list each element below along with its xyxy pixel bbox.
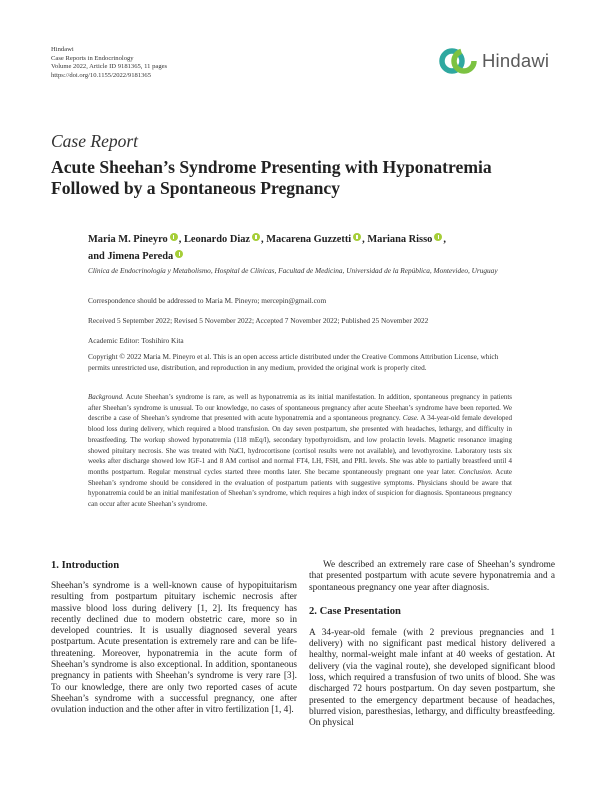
article-type: Case Report <box>51 131 139 151</box>
doi-link[interactable]: https://doi.org/10.1155/2022/9181365 <box>51 71 152 79</box>
article-title: Acute Sheehan’s Syndrome Presenting with Hyponatremia Followed by a Spontaneous Pregnancy <box>51 157 492 198</box>
abstract-label: Conclusion. <box>458 467 493 476</box>
author-name[interactable]: Mariana Risso <box>367 234 433 245</box>
left-column <box>51 560 297 717</box>
orcid-icon[interactable] <box>353 233 361 241</box>
body-paragraph: We described an extremely rare case of Sheehan’s syndrome that presented postpartum with acute severe hyponatremia and a spontaneous pregnancy one year after diagnosis. <box>309 560 555 593</box>
author-name[interactable]: Macarena Guzzetti <box>266 234 352 245</box>
hindawi-logo <box>438 45 549 77</box>
correspondence: Correspondence should be addressed to Maria M. Pineyro; mercepin@gmail.com <box>88 296 327 305</box>
section-heading: 2. Case Presentation <box>309 605 401 617</box>
body-paragraph: A 34-year-old female (with 2 previous pregnancies and 1 delivery) with no significant past medical history delivered a healthy, normal-weight male infant at 40 weeks of gestation. At delivery (via the vaginal route), she developed significant blood loss, which required a transfusion of two units of blood. She was discharged 72 hours postpartum. On day seven postpartum, she presented to the emergency department because of headaches, blurred vision, paresthesias, lethargy, and difficulty breastfeeding. On physical <box>309 627 555 729</box>
author-name[interactable]: Maria M. Pineyro <box>88 234 168 245</box>
journal-header <box>51 46 167 80</box>
hindawi-rings-icon <box>438 45 478 77</box>
logo-text: Hindawi <box>482 50 550 71</box>
abstract-text: Acute Sheehan’s syndrome should be considered in the evaluation of postpartum patients with suggestive symptoms. Physicians should be aware that hyponatremia could be an initial manifestation of Sheehan’s syndrome, which requires a high index of suspicion for diagnosis. Spontaneous pregnancy can occur after acute Sheehan’s syndrome. <box>88 467 513 509</box>
section-heading: 1. Introduction <box>51 560 120 571</box>
author-list: Maria M. Pineyro , Leonardo Diaz , Macarena Guzzetti , Mariana Risso , and Jimena Pereda <box>88 234 446 262</box>
abstract-label: Background. <box>88 393 124 401</box>
journal-name: Case Reports in Endocrinology <box>51 54 134 62</box>
abstract-text: A 34-year-old female developed blood loss during delivery, which required a blood transfusion. On day seven postpartum, she presented with headaches, lethargy, and difficulty in breastfeeding. The workup showed hyponatremia (118 mEq/l), secondary hypothyroidism, and low prolactin levels. Magnetic resonance imaging showed pituitary necrosis. She was treated with NaCl, hydrocortisone (cortisol results were not available), and levothyroxine. Laboratory tests six weeks after discharge showed low IGF-1 and 8 AM cortisol and normal FT4, LH, FSH, and PRL levels. She was able to partially breastfeed until 4 months postpartum. Regular menstrual cycles started three months later. She became spontaneously pregnant one year later. <box>88 414 513 476</box>
publication-dates: Received 5 September 2022; Revised 5 November 2022; Accepted 7 November 2022; Published 25 November 2022 <box>88 316 429 325</box>
copyright-notice: Copyright © 2022 Maria M. Pineyro et al. This is an open access article distributed under the Creative Commons Attribution License, which permits unrestricted use, distribution, and reproduction in any medium, provided the original work is properly cited. <box>88 352 499 372</box>
volume-info: Volume 2022, Article ID 9181365, 11 pages <box>51 63 168 71</box>
abstract-label: Case. <box>402 414 419 423</box>
author-name[interactable]: and Jimena Pereda <box>88 251 174 262</box>
orcid-icon[interactable] <box>175 250 183 258</box>
orcid-icon[interactable] <box>170 233 178 241</box>
body-paragraph: Sheehan’s syndrome is a well-known cause of hypopituitarism resulting from postpartum pituitary ischemic necrosis after massive blood loss during delivery [1, 2]. Its frequency has recently declined due to modern obstetric care, more so in developed countries. It is usually diagnosed several years postpartum. Acute presentation is extremely rare and can be life-threatening. Moreover, hyponatremia in the acute form of Sheehan’s syndrome is also exceptional. In addition, spontaneous pregnancy in patients with Sheehan’s syndrome is very rare [3]. To our knowledge, there are only two reported cases of acute Sheehan’s syndrome with a successful pregnancy, one after ovulation induction and the other after in vitro fertilization [1, 4]. <box>51 581 297 716</box>
author-name[interactable]: Leonardo Diaz <box>183 234 251 245</box>
affiliation: Clínica de Endocrinología y Metabolismo, Hospital de Clínicas, Facultad de Medicina, Universidad de la República, Montevideo, Uruguay <box>88 266 498 275</box>
abstract-text: Acute Sheehan’s syndrome is rare, as well as hyponatremia as its initial manifestation. In addition, spontaneous pregnancy in patients after Sheehan’s syndrome is unusual. To our knowledge, no cases of spontaneous pregnancy after acute Sheehan’s syndrome have been reported. We describe a case of Sheehan’s syndrome that presented with acute hyponatremia and a spontaneous pregnancy. <box>88 393 512 423</box>
academic-editor: Academic Editor: Toshihiro Kita <box>88 336 184 345</box>
abstract <box>88 392 512 510</box>
orcid-icon[interactable] <box>252 233 260 241</box>
right-column <box>309 560 555 730</box>
orcid-icon[interactable] <box>434 233 442 241</box>
publisher-name: Hindawi <box>51 46 74 53</box>
